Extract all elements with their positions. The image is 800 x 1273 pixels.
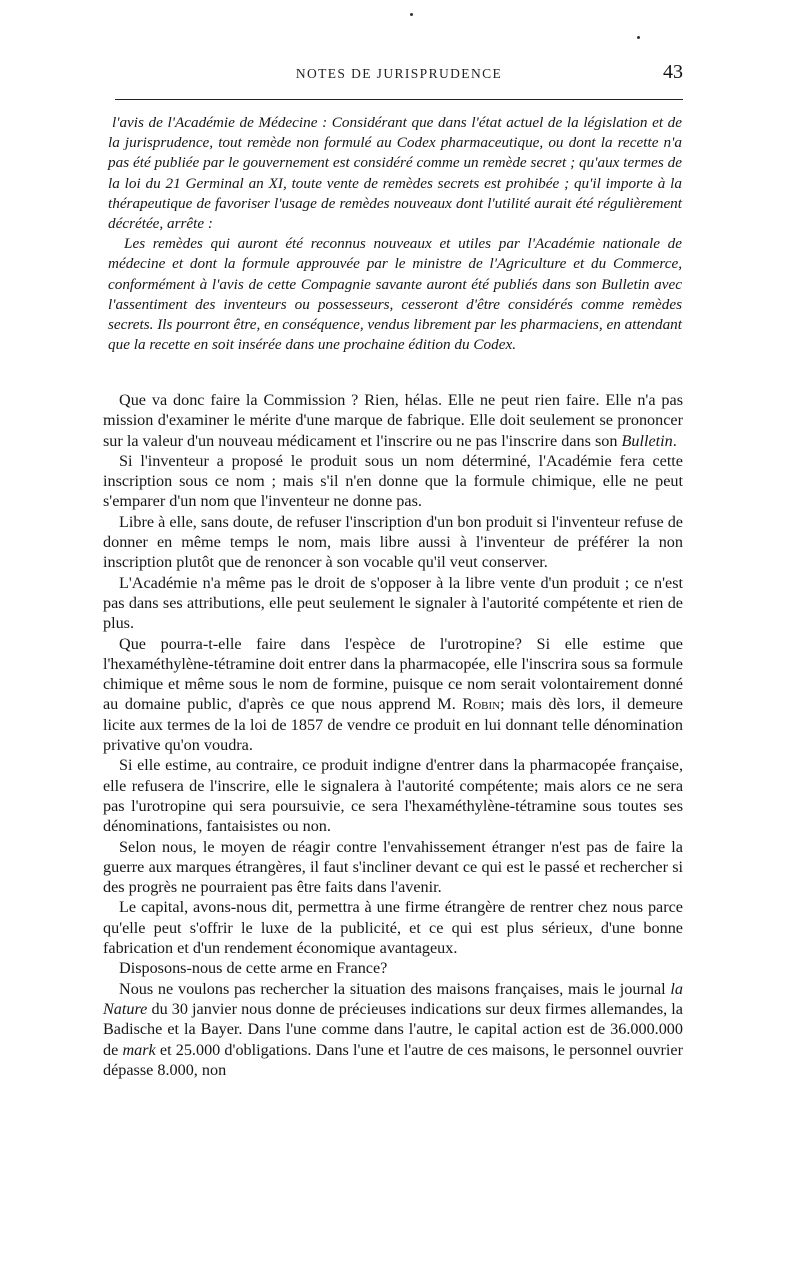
body-paragraph: Libre à elle, sans doute, de refuser l'inscription d'un bon produit si l'inventeur refuse de donner en même temps le nom, mais libre aussi à l'inventeur de préférer la non inscription plutôt que de renoncer à son vocable qu'il veut conserver. (103, 512, 683, 572)
body-paragraph: Que pourra-t-elle faire dans l'espèce de l'urotropine? Si elle estime que l'hexaméthylène-tétramine doit entrer dans la pharmacopée, elle l'inscrira sous sa formule chimique et même sous le nom de formine, puisque ce nom serait volontairement donné au domaine public, d'après ce que nous apprend M. Robin; mais dès lors, il demeure licite aux termes de la loi de 1857 de vendre ce produit en lui donnant telle dénomination privative qu'on voudra. (103, 634, 683, 755)
body-paragraph: Si l'inventeur a proposé le produit sous un nom déterminé, l'Académie fera cette inscription sous ce nom ; mais s'il n'en donne que la formule chimique, elle ne peut s'emparer d'un nom que l'inventeur ne donne pas. (103, 451, 683, 511)
speck-mark (410, 13, 413, 16)
body-paragraph: Le capital, avons-nous dit, permettra à une firme étrangère de rentrer chez nous parce qu'elle peut s'offrir le luxe de la publicité, et ce qui est plus sérieux, d'une bonne fabrication et d'un rendement économique avantageux. (103, 898, 683, 958)
body-paragraph: Selon nous, le moyen de réagir contre l'envahissement étranger n'est pas de faire la guerre aux marques étrangères, il faut s'incliner devant ce qui est le passé et rechercher si des progrès ne pourraient pas être faits dans l'avenir. (103, 837, 683, 897)
quoted-decree (108, 113, 682, 355)
journal-title: la Nature (103, 979, 683, 1018)
running-title: NOTES DE JURISPRUDENCE (295, 66, 503, 81)
body-paragraph: Si elle estime, au contraire, ce produit indigne d'entrer dans la pharmacopée française, elle refusera de l'inscrire, elle le signalera à l'autorité compétente; mais alors ce ne sera pas l'urotropine qui sera poursuivie, ce sera l'hexaméthylène-tétramine sous toutes ses dénominations, fantaisistes ou non. (103, 756, 683, 836)
author-name: Robin (462, 695, 501, 714)
body-paragraph: L'Académie n'a même pas le droit de s'opposer à la libre vente d'un produit ; ce n'est pas dans ses attributions, elle peut seulement le signaler à l'autorité compétente et rien de plus. (103, 573, 683, 633)
currency-word: mark (122, 1040, 156, 1059)
quote-paragraph: Les remèdes qui auront été reconnus nouveaux et utiles par l'Académie nationale de médecine et dont la formule approuvée par le ministre de l'Agriculture et du Commerce, conformément à l'avis de cette Compagnie savante auront été publiés dans son Bulletin avec l'assentiment des inventeurs ou possesseurs, cesseront d'être considérés comme remèdes secrets. Ils pourront être, en conséquence, vendus librement par les pharmaciens, en attendant que la recette en soit insérée dans une prochaine édition du Codex. (108, 235, 682, 354)
header-rule (115, 99, 683, 100)
body-text (103, 390, 683, 1080)
bulletin-title: Bulletin (621, 431, 673, 450)
page-number: 43 (663, 61, 683, 83)
speck-mark (637, 36, 640, 39)
body-paragraph: Que va donc faire la Commission ? Rien, hélas. Elle ne peut rien faire. Elle n'a pas mission d'examiner le mérite d'une marque de fabrique. Elle doit seulement se prononcer sur la valeur d'un nouveau médicament et l'inscrire ou ne pas l'inscrire dans son Bulletin. (103, 391, 683, 450)
body-paragraph: Nous ne voulons pas rechercher la situation des maisons françaises, mais le journal la Nature du 30 janvier nous donne de précieuses indications sur deux firmes allemandes, la Badische et la Bayer. Dans l'une comme dans l'autre, le capital action est de 36.000.000 de mark et 25.000 d'obligations. Dans l'une et l'autre de ces maisons, le personnel ouvrier dépasse 8.000, non (103, 979, 683, 1079)
body-paragraph: Disposons-nous de cette arme en France? (119, 959, 388, 978)
page-header (115, 61, 683, 92)
quote-paragraph: l'avis de l'Académie de Médecine : Considérant que dans l'état actuel de la législation et de la jurisprudence, tout remède non formulé au Codex pharmaceutique, ou dont la recette n'a pas été publiée par le gouvernement est considéré comme un remède secret ; qu'aux termes de la loi du 21 Germinal an XI, toute vente de remèdes secrets est prohibée ; qu'il importe à la thérapeutique de favoriser l'usage de remèdes nouveaux dont l'utilité aurait été régulièrement décrétée, arrête : (108, 114, 682, 233)
